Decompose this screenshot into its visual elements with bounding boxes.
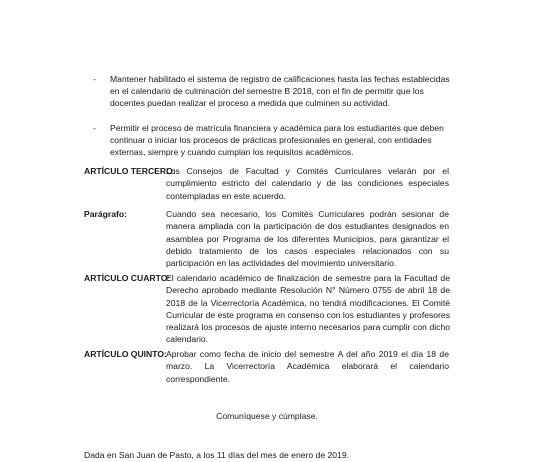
article-quinto-text: Aprobar como fecha de inicio del semestre A del año 2019 el día 18 de marzo. La Vicerrectoría Académica elaborará el calendario correspondiente. xyxy=(166,349,449,384)
article-cuarto-text: El calendario académico de finalización de semestre para la Facultad de Derecho aprobado mediante Resolución N° Número 0755 de abril 18 de 2018 de la Vicerrectoría Académica, no tendrá modificaciones. El Comité Curricular de este programa en consenso con los estudiantes y profesores realizará los procesos de ajuste interno necesarios para cumplir con dicho calendario. xyxy=(166,273,450,345)
article-quinto-label: ARTÍCULO QUINTO: xyxy=(84,349,167,359)
bullet-marker: - xyxy=(93,74,96,84)
paragrafo-text: Cuando sea necesario, los Comités Curriculares podrán sesionar de manera ampliada con la participación de dos estudiantes designados en asamblea por Programa de los diferentes Municipios, para garantizar el debido tratamiento de los casos especiales relacionados con su participación en las actividades del movimiento universitario. xyxy=(166,209,449,269)
paragrafo-label: Parágrafo: xyxy=(84,209,127,219)
closing-statement: Comuníquese y cúmplase. xyxy=(216,411,318,421)
bullet-item-registro-calificaciones: Mantener habilitado el sistema de registro de calificaciones hasta las fechas establecidas en el calendario de culminación del semestre B 2018, con el fin de permitir que los docentes puedan realizar el proceso a medida que culminen su actividad. xyxy=(110,74,450,109)
article-cuarto-label: ARTÍCULO CUARTO: xyxy=(84,273,171,283)
article-tercero-label: ARTÍCULO TERCERO: xyxy=(84,166,176,176)
bullet-marker: - xyxy=(93,123,96,133)
article-tercero-text: Los Consejos de Facultad y Comités Curriculares velarán por el cumplimiento estricto del calendario y de las condiciones especiales contempladas en este acuerdo. xyxy=(166,166,449,201)
bullet-item-matricula: Permitir el proceso de matrícula financiera y académica para los estudiantes que deben continuar o iniciar los procesos de prácticas profesionales en general, con entidades externas, siempre y cuando cumplan los requisitos académicos. xyxy=(110,123,444,158)
date-line: Dada en San Juan de Pasto, a los 11 días del mes de enero de 2019. xyxy=(84,450,350,460)
